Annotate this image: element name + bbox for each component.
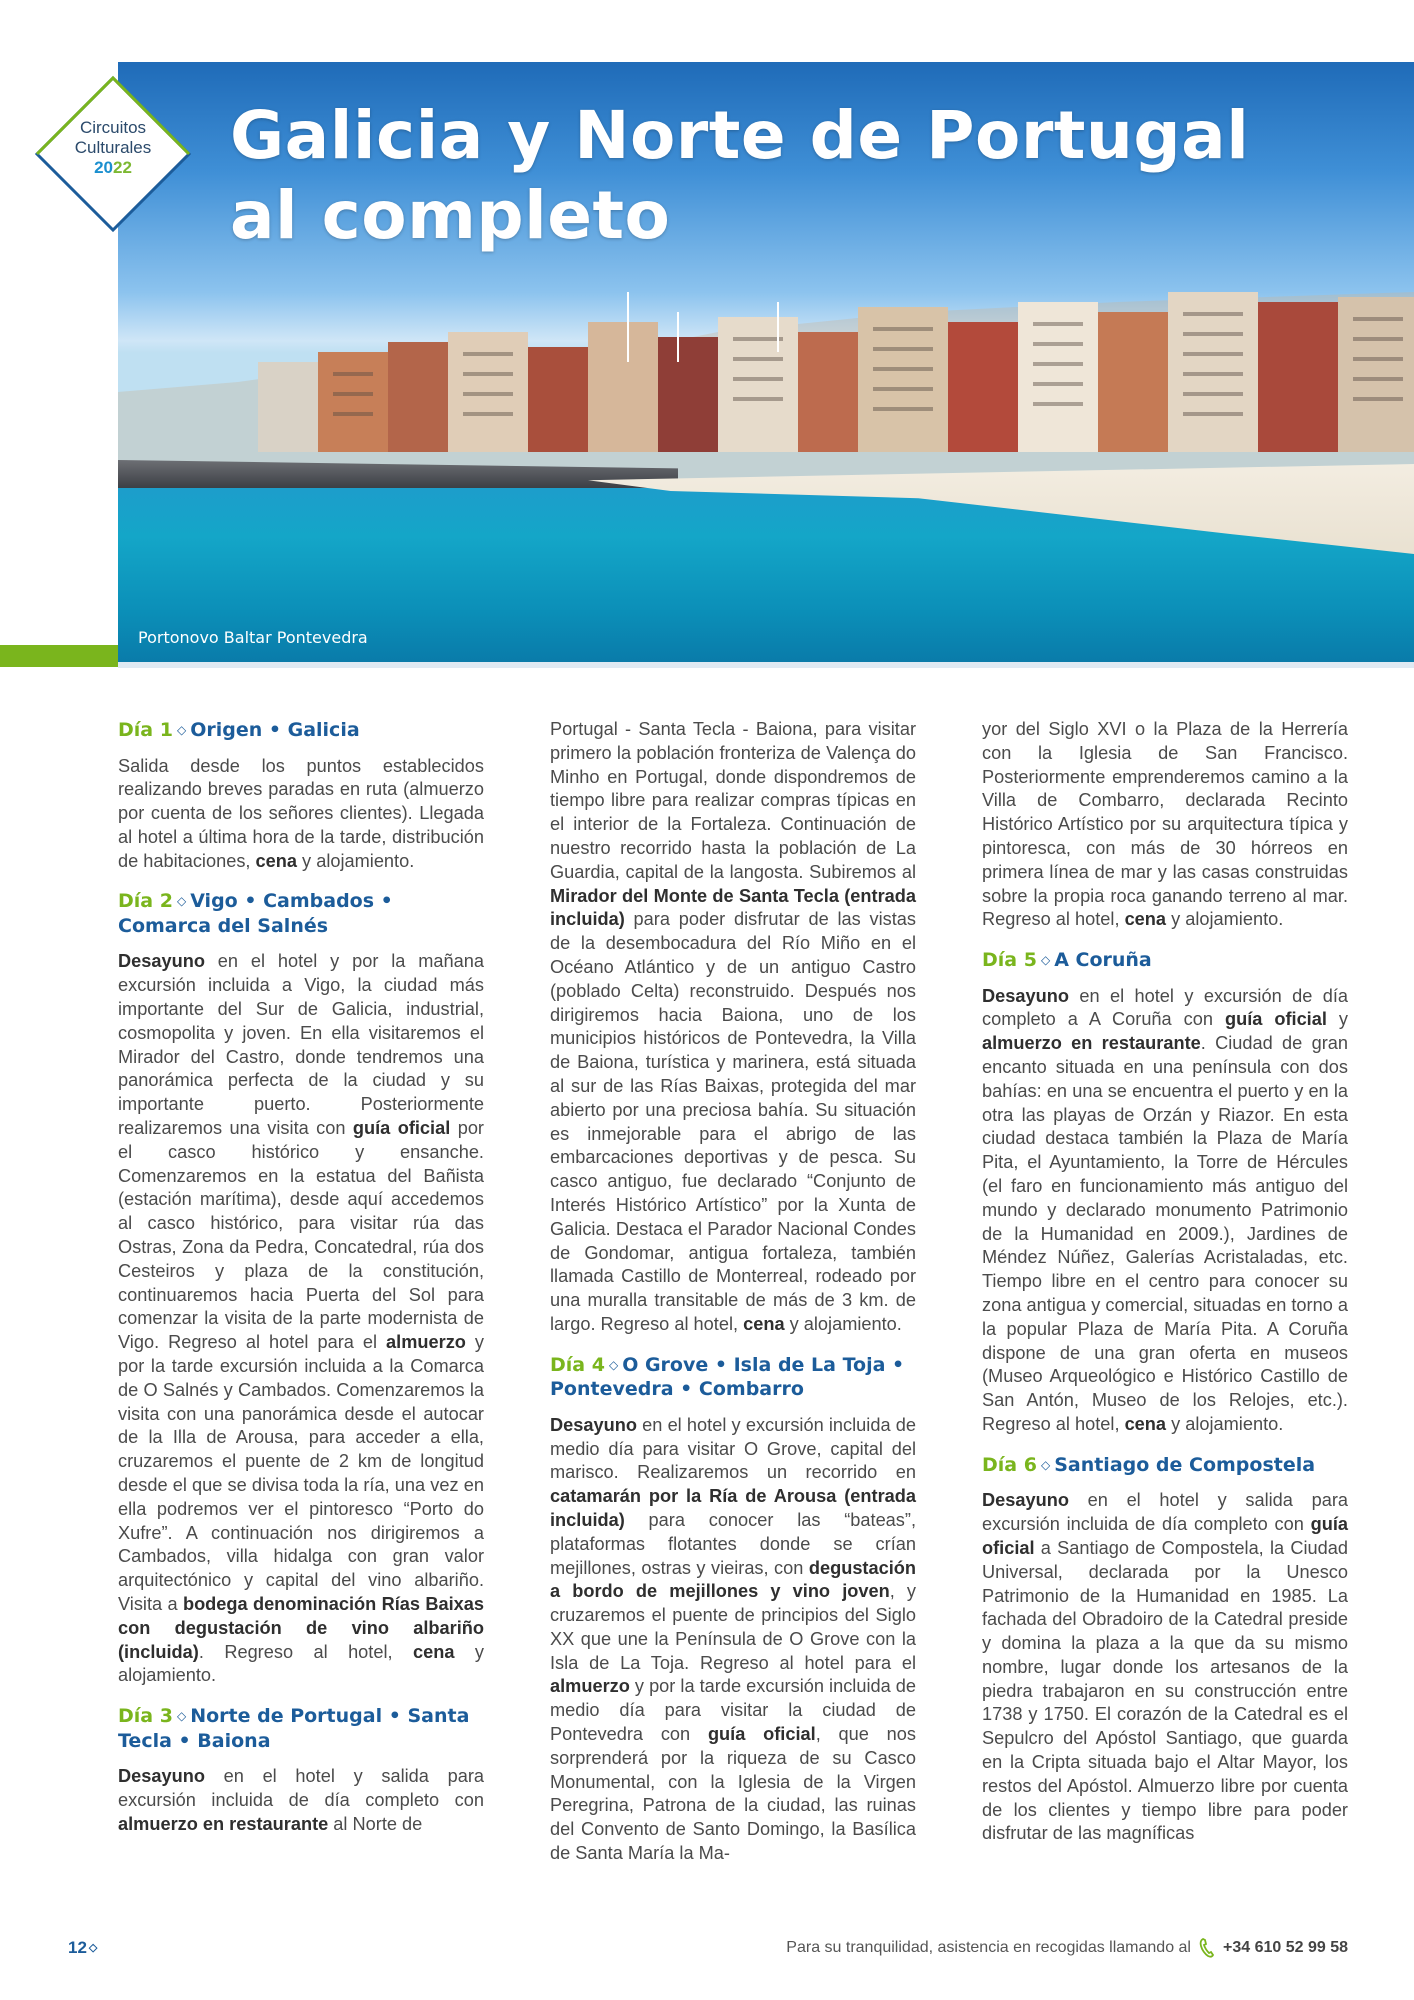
day-title: O Grove • Isla de La Toja • [622, 1353, 905, 1376]
blue-accent-strip [118, 662, 1414, 668]
phone-icon [1199, 1938, 1215, 1958]
day-title: Norte de Portugal • Santa [190, 1705, 470, 1728]
day-1-text: Salida desde los puntos establecidos realizando breves paradas en ruta (almuerzo por cuenta de los señores clientes). Llegada al hotel a última hora de la tarde, distribución de habitaciones, cena y alojamiento. [118, 755, 484, 871]
itinerary-column-1 [118, 718, 484, 1853]
day-title: Santiago de Compostela [1054, 1453, 1316, 1476]
day-4-text-part1: Desayuno en el hotel y excursión incluida de medio día para visitar O Grove, capital del marisco. Realizaremos un recorrido en catamarán por la Ría de Arousa (entrada incluida) para conocer las “bateas”, plataformas flotantes donde se crían mejillones, ostras y vieiras, con degustación a bordo de mejillones y vino joven, y cruzaremos el puente de principios del Siglo XX que une la Península de O Grove con la Isla de La Toja. Regreso al hotel para el almuerzo y por la tarde excursión incluida de medio día para visitar la ciudad de Pontevedra con guía oficial, que nos sorprenderá por la riqueza de su Casco Monumental, con la Iglesia de la Virgen Peregrina, Patrona de la ciudad, las ruinas del Convento de Santo Domingo, la Basílica de Santa María la Ma- [550, 1414, 916, 1864]
day-1-heading [118, 718, 484, 743]
day-title: A Coruña [1054, 949, 1152, 972]
page-number [68, 1938, 97, 1958]
day-6-text: Desayuno en el hotel y salida para excursión incluida de día completo con guía oficial a Santiago de Compostela, la Ciudad Universal, declarada por la Unesco Patrimonio de la Humanidad en 1985. La fachada del Obradoiro de la Catedral preside y domina la plaza a la que da su mismo nombre, lugar donde los artesanos de la piedra trabajaron en su construcción entre 1738 y 1750. El corazón de la Catedral es el Sepulcro del Apóstol Santiago, que guarda en la Cripta situada bajo el Altar Mayor, los restos del Apóstol. Almuerzo libre por cuenta de los clientes y tiempo libre para poder disfrutar de las magníficas [982, 1490, 1348, 1844]
day-3-text-part1: Desayuno en el hotel y salida para excursión incluida de día completo con almuerzo en restaurante al Norte de [118, 1766, 484, 1834]
badge-year-b: 22 [113, 158, 132, 177]
diamond-icon: ◇ [176, 1709, 187, 1724]
page-title-line2: al completo [230, 177, 671, 254]
itinerary-column-3 [982, 718, 1348, 1862]
day-5-heading [982, 948, 1348, 973]
day-6-heading [982, 1453, 1348, 1478]
diamond-icon: ◇ [176, 894, 187, 909]
day-number: Día 5 [982, 949, 1037, 972]
day-2-text: Desayuno en el hotel y por la mañana excursión incluida a Vigo, la ciudad más importante del Sur de Galicia, industrial, cosmopolita y joven. En ella visitaremos el Mirador del Castro, donde tendremos una panorámica perfecta de la ciudad y su importante puerto. Posteriormente realizaremos una visita con guía oficial por el casco histórico y ensanche. Comenzaremos en la estatua del Bañista (estación marítima), desde aquí accedemos al casco histórico, para visitar rúa das Ostras, Zona da Pedra, Concatedral, rúa dos Cesteiros y plaza de la constitución, continuaremos hacia Puerta del Sol para comenzar la visita de la parte modernista de Vigo. Regreso al hotel para el almuerzo y por la tarde excursión incluida a la Comarca de O Salnés y Cambados. Comenzaremos la visita con una panorámica desde el autocar de la Illa de Arousa, para acceder a ella, cruzaremos el puente de 2 km de longitud desde el que se divisa toda la ría, una vez en ella podremos ver el pintoresco “Porto do Xufre”. A continuación nos dirigiremos a Cambados, villa hidalga con gran valor arquitectónico y capital del vino albariño. Visita a bodega denominación Rías Baixas con degustación de vino albariño (incluida). Regreso al hotel, cena y alojamiento. [118, 951, 485, 1686]
day-title: Origen • Galicia [190, 719, 360, 741]
page-number-value: 12 [68, 1938, 87, 1957]
diamond-icon: ◇ [88, 1942, 98, 1954]
assistance-text: Para su tranquilidad, asistencia en recogidas llamando al [786, 1939, 1191, 1956]
day-3-text-part2: Portugal - Santa Tecla - Baiona, para visitar primero la población fronteriza de Valença do Minho en Portugal, donde dispondremos de tiempo libre para realizar compras típicas en el interior de la Fortaleza. Continuación de nuestro recorrido hasta la población de La Guardia, capital de la langosta. Subiremos al Mirador del Monte de Santa Tecla (entrada incluida) para poder disfrutar de las vistas de la desembocadura del Río Miño en el Océano Atlántico y de un antiguo Castro (poblado Celta) reconstruido. Después nos dirigiremos hacia Baiona, uno de los municipios históricos de Pontevedra, la Villa de Baiona, turística y marinera, está situada al sur de las Rías Baixas, protegida del mar abierto por una preciosa bahía. Su situación es inmejorable para el abrigo de las embarcaciones deportivas y de pesca. Su casco antiguo, fue declarado “Conjunto de Interés Histórico Artístico” por la Xunta de Galicia. Destaca el Parador Nacional Condes de Gondomar, antigua fortaleza, también llamada Castillo de Monterreal, rodeado por una muralla transitable de más de 3 km. de largo. Regreso al hotel, cena y alojamiento. [550, 719, 916, 1334]
day-2-heading [118, 889, 484, 938]
day-number: Día 4 [550, 1353, 605, 1376]
day-title-line2: Tecla • Baiona [118, 1729, 271, 1752]
badge-year [33, 158, 193, 178]
badge-label [33, 118, 193, 178]
diamond-icon: ◇ [176, 723, 187, 737]
badge-line2: Culturales [74, 138, 152, 157]
day-4-heading [550, 1353, 916, 1402]
day-4-text-part2: yor del Siglo XVI o la Plaza de la Herrería con la Iglesia de San Francisco. Posteriormente emprenderemos camino a la Villa de Combarro, declarada Recinto Histórico Artístico por su arquitectura típica y pintoresca, con más de 30 hórreos en primera línea de mar y las casas construidas sobre la propia roca ganando terreno al mar. Regreso al hotel, cena y alojamiento. [982, 719, 1348, 930]
badge-year-a: 20 [94, 158, 113, 177]
itinerary-column-2 [550, 718, 916, 1882]
diamond-icon: ◇ [1040, 953, 1051, 968]
photo-caption: Portonovo Baltar Pontevedra [138, 628, 368, 647]
page-title [230, 96, 1249, 256]
badge-line1: Circuitos [79, 118, 147, 137]
day-number: Día 3 [118, 1705, 173, 1728]
day-number: Día 1 [118, 719, 173, 741]
day-5-text: Desayuno en el hotel y excursión de día completo a A Coruña con guía oficial y almuerzo en restaurante. Ciudad de gran encanto situada en una península con dos bahías: en una se encuentra el puerto y en la otra las playas de Orzán y Riazor. En esta ciudad destaca también la Plaza de María Pita, el Ayuntamiento, la Torre de Hércules (el faro en funcionamiento más antiguo del mundo y declarado monumento Patrimonio de la Humanidad en 2009.), Jardines de Méndez Núñez, Galerías Acristaladas, etc. Tiempo libre en el centro para conocer su zona antigua y comercial, situadas en torno a la popular Plaza de María Pita. A Coruña dispone de una gran oferta en museos (Museo Arqueológico e Histórico Castillo de San Antón, Museo de los Relojes, etc.). Regreso al hotel, cena y alojamiento. [982, 985, 1348, 1435]
day-3-heading [118, 1704, 484, 1753]
footer-assistance [786, 1938, 1348, 1958]
green-accent-strip [0, 645, 118, 667]
page-title-line1: Galicia y Norte de Portugal [230, 97, 1250, 174]
day-title: Vigo • Cambados • [190, 890, 393, 913]
day-number: Día 6 [982, 1453, 1037, 1476]
diamond-icon: ◇ [1040, 1457, 1051, 1472]
day-number: Día 2 [118, 890, 173, 913]
diamond-icon: ◇ [608, 1357, 619, 1372]
day-title-line2: Comarca del Salnés [118, 914, 329, 937]
day-title-line2: Pontevedra • Combarro [550, 1378, 804, 1401]
phone-number[interactable]: +34 610 52 99 58 [1222, 1939, 1348, 1956]
